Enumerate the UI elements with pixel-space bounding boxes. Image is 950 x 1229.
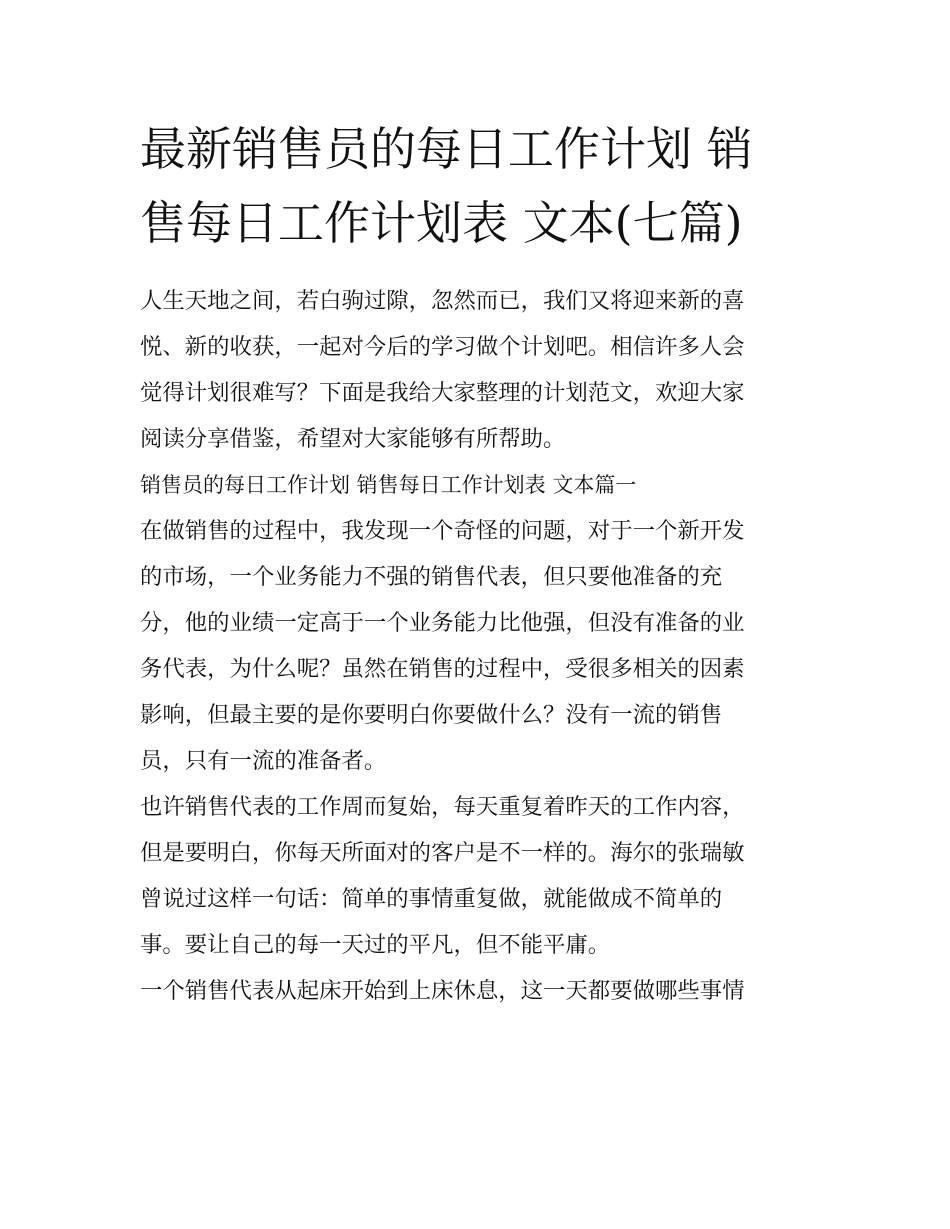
document-title (140, 112, 812, 260)
title-line: 最新销售员的每日工作计划 销 (140, 122, 753, 176)
text-line: 觉得计划很难写？下面是我给大家整理的计划范文，欢迎大家 (140, 380, 745, 406)
text-line: 分，他的业绩一定高于一个业务能力比他强，但没有准备的业 (140, 610, 745, 636)
text-line: 悦、新的收获，一起对今后的学习做个计划吧。相信许多人会 (140, 334, 745, 360)
text-line: 务代表，为什么呢？虽然在销售的过程中，受很多相关的因素 (140, 656, 745, 682)
section-heading: 销售员的每日工作计划 销售每日工作计划表 文本篇一 (140, 473, 637, 497)
document-page (140, 112, 812, 1014)
text-line: 也许销售代表的工作周而复始，每天重复着昨天的工作内容， (140, 794, 745, 820)
text-line: 曾说过这样一句话：简单的事情重复做，就能做成不简单的 (140, 886, 723, 912)
body-paragraph-2 (140, 784, 812, 968)
intro-paragraph (140, 278, 812, 462)
text-line: 事。要让自己的每一天过的平凡，但不能平庸。 (140, 932, 611, 958)
body-paragraph-1 (140, 508, 812, 784)
text-line: 一个销售代表从起床开始到上床休息，这一天都要做哪些事情 (140, 978, 745, 1004)
text-line: 员，只有一流的准备者。 (140, 748, 387, 774)
body-paragraph-3 (140, 968, 812, 1014)
title-line: 售每日工作计划表 文本(七篇) (140, 196, 743, 250)
text-line: 影响，但最主要的是你要明白你要做什么？没有一流的销售 (140, 702, 723, 728)
text-line: 阅读分享借鉴，希望对大家能够有所帮助。 (140, 426, 566, 452)
text-line: 但是要明白，你每天所面对的客户是不一样的。海尔的张瑞敏 (140, 840, 745, 866)
text-line: 在做销售的过程中，我发现一个奇怪的问题，对于一个新开发 (140, 518, 745, 544)
text-line: 人生天地之间，若白驹过隙，忽然而已，我们又将迎来新的喜 (140, 288, 745, 314)
text-line: 的市场，一个业务能力不强的销售代表，但只要他准备的充 (140, 564, 723, 590)
